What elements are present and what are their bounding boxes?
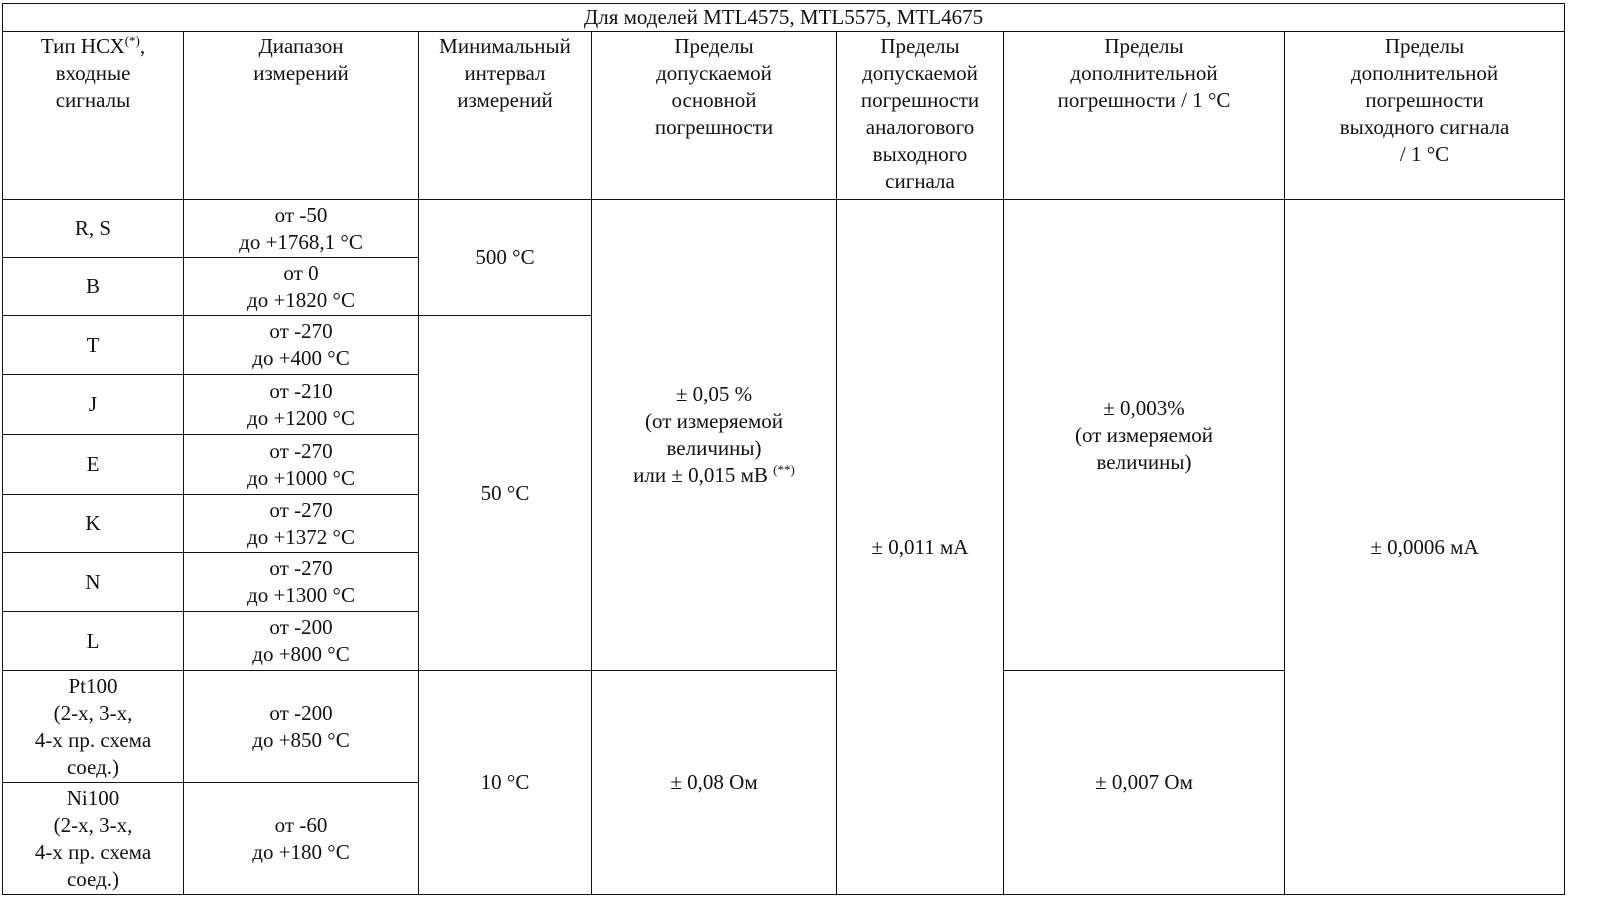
range-from: от -270 [269, 438, 333, 463]
header-line: Минимальный [439, 34, 571, 58]
sensor-type-cell [3, 553, 184, 612]
range-from: от -210 [269, 378, 333, 403]
header-line: / 1 °С [1399, 142, 1450, 166]
header-range [184, 32, 419, 200]
range-cell [184, 375, 419, 435]
sensor-type-cell [3, 200, 184, 258]
header-line: аналогового [865, 115, 975, 139]
header-sensor-type [3, 32, 184, 200]
header-output-additional-error [1285, 32, 1565, 200]
basic-error-line: величины) [666, 436, 762, 460]
basic-error-line: ± 0,05 % [675, 382, 753, 406]
range-cell [184, 258, 419, 316]
sensor-type: J [88, 392, 98, 416]
header-line: Пределы [880, 34, 960, 58]
sensor-type-note: (2-х, 3-х, [53, 812, 133, 837]
range-to: до +1300 °С [247, 583, 355, 607]
header-line: Пределы [1384, 34, 1465, 58]
basic-error-thermocouple-cell [592, 200, 837, 671]
output-additional-error-value: ± 0,0006 мА [1370, 534, 1479, 559]
basic-error-rtd-cell [592, 671, 837, 895]
sensor-type-note: соед.) [66, 754, 120, 779]
range-to: до +400 °С [252, 346, 350, 370]
header-line: измерений [457, 88, 553, 112]
sensor-type: N [85, 569, 101, 594]
range-from: от -60 [274, 812, 328, 837]
analog-output-error-value: ± 0,011 мА [871, 534, 969, 559]
header-line: основной [671, 88, 757, 112]
sensor-type-cell [3, 375, 184, 435]
header-line: выходного [872, 142, 968, 166]
footnote-mark-single: (*) [124, 33, 140, 48]
range-cell [184, 200, 419, 258]
additional-error-line: ± 0,003% [1103, 395, 1185, 420]
sensor-type-note: 4-х пр. схема [34, 839, 152, 864]
basic-error-line: или ± 0,015 мВ [633, 463, 768, 487]
range-cell [184, 495, 419, 553]
header-line: погрешности / 1 °С [1057, 88, 1231, 112]
header-line: сигнала [885, 169, 955, 193]
min-interval-value: 50 °С [480, 480, 530, 505]
basic-error-rtd-value: ± 0,08 Ом [670, 770, 758, 794]
sensor-type-cell [3, 435, 184, 495]
sensor-type-cell [3, 495, 184, 553]
min-interval-cell [419, 316, 592, 671]
range-from: от -270 [269, 319, 333, 343]
header-line: Пределы [1104, 34, 1184, 58]
sensor-type-cell [3, 671, 184, 783]
sensor-type-cell [3, 612, 184, 671]
min-interval-cell [419, 200, 592, 316]
range-to: до +1372 °С [247, 524, 355, 549]
sensor-type: E [86, 452, 100, 476]
header-line: погрешности [1365, 88, 1484, 112]
range-to: до +850 °С [252, 727, 350, 752]
range-from: от -50 [274, 202, 328, 227]
sensor-type-cell [3, 316, 184, 375]
output-additional-error-cell [1285, 200, 1565, 895]
sensor-type-cell [3, 783, 184, 895]
specification-table [2, 3, 1565, 895]
sensor-type-note: (2-х, 3-х, [53, 700, 133, 725]
range-from: от -200 [269, 700, 333, 725]
title-row [3, 4, 1565, 32]
range-from: от -270 [269, 497, 333, 522]
range-cell [184, 783, 419, 895]
header-line: погрешности [860, 88, 980, 112]
header-min-interval [419, 32, 592, 200]
sensor-type: K [85, 511, 101, 535]
header-line: интервал [464, 61, 546, 85]
header-row [3, 32, 1565, 200]
min-interval-cell [419, 671, 592, 895]
additional-error-rtd-cell [1004, 671, 1285, 895]
table-title [3, 4, 1565, 32]
range-from: от -200 [269, 615, 333, 639]
table-title-text: Для моделей MTL4575, MTL5575, MTL4675 [583, 5, 984, 29]
sensor-type: Ni100 [66, 785, 120, 810]
header-line: сигналы [55, 88, 131, 112]
header-line: Диапазон [258, 34, 344, 58]
range-cell [184, 671, 419, 783]
range-cell [184, 553, 419, 612]
header-line: входные [55, 61, 131, 85]
header-line: Пределы [674, 34, 754, 58]
header-line: погрешности [654, 115, 774, 139]
header-line: выходного сигнала [1339, 115, 1510, 139]
range-cell [184, 612, 419, 671]
header-comma: , [139, 34, 146, 58]
additional-error-thermocouple-cell [1004, 200, 1285, 671]
range-to: до +1200 °С [247, 405, 355, 430]
min-interval-value: 10 °С [480, 770, 530, 794]
footnote-mark-double: (**) [773, 462, 795, 477]
range-to: до +1000 °С [247, 465, 355, 490]
header-analog-output-error [837, 32, 1004, 200]
range-from: от -270 [269, 556, 333, 580]
sensor-type: R, S [74, 216, 112, 240]
header-line: дополнительной [1350, 61, 1499, 85]
additional-error-line: величины) [1096, 449, 1192, 474]
sensor-type-note: соед.) [66, 866, 120, 891]
sensor-type-note: 4-х пр. схема [34, 727, 152, 752]
header-line: измерений [253, 61, 349, 85]
range-from: от 0 [283, 260, 319, 285]
sensor-type: B [85, 274, 100, 298]
range-to: до +800 °С [252, 642, 350, 666]
basic-error-line: (от измеряемой [645, 409, 783, 433]
sensor-type: T [86, 332, 100, 357]
sensor-type-cell [3, 258, 184, 316]
range-cell [184, 316, 419, 375]
sensor-type: Pt100 [68, 673, 118, 698]
analog-output-error-cell [837, 200, 1004, 895]
range-to: до +1768,1 °С [239, 229, 363, 254]
header-line: дополнительной [1070, 61, 1218, 85]
sensor-type: L [86, 628, 100, 653]
header-basic-error [592, 32, 837, 200]
header-additional-error [1004, 32, 1285, 200]
header-line: допускаемой [862, 61, 978, 85]
range-to: до +180 °С [252, 839, 350, 864]
additional-error-line: (от измеряемой [1075, 422, 1213, 447]
header-line: допускаемой [656, 61, 772, 85]
range-cell [184, 435, 419, 495]
min-interval-value: 500 °С [475, 245, 535, 269]
table-row [3, 200, 1565, 258]
range-to: до +1820 °С [247, 287, 355, 312]
additional-error-rtd-value: ± 0,007 Ом [1095, 770, 1193, 794]
header-sensor-type-text: Тип НСХ [40, 34, 125, 58]
